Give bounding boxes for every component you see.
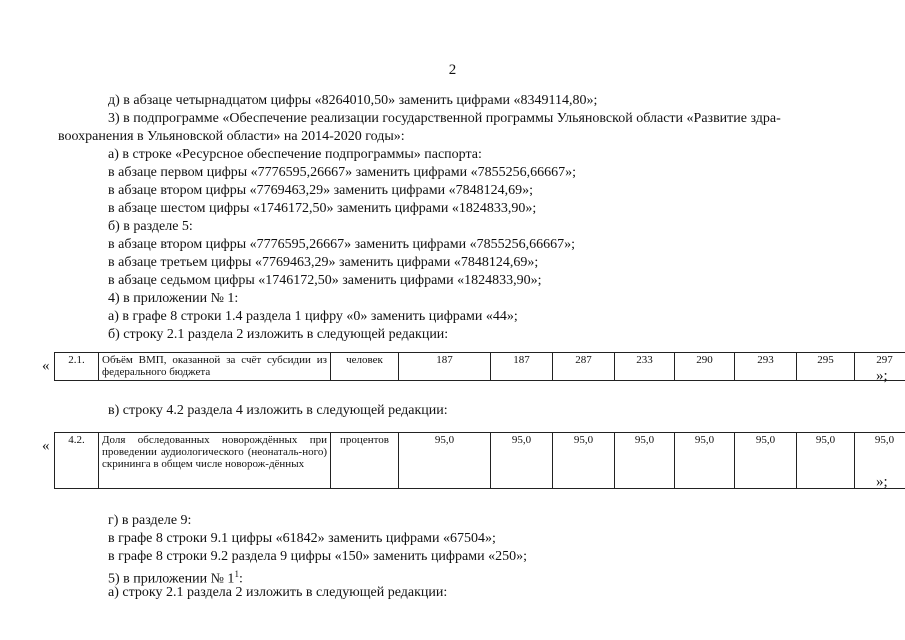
table-cell-unit: процентов xyxy=(331,433,399,489)
paragraph-line: в абзаце шестом цифры «1746172,50» заменить цифрами «1824833,90»; xyxy=(108,201,537,216)
table-cell-value: 95,0 xyxy=(855,433,905,489)
appendix-text: 5) в приложении № 1 xyxy=(108,571,235,587)
table-cell-value: 187 xyxy=(399,353,491,381)
paragraph-line: в абзаце третьем цифры «7769463,29» заменить цифрами «7848124,69»; xyxy=(108,255,539,270)
table-row-4-2 xyxy=(54,432,905,489)
appendix-colon: : xyxy=(238,571,243,587)
superscript-one: 1 xyxy=(234,569,239,579)
paragraph-line: воохранения в Ульяновской области» на 2014-2020 годы»: xyxy=(58,129,405,144)
paragraph-line: в абзаце седьмом цифры «1746172,50» заменить цифрами «1824833,90»; xyxy=(108,273,542,288)
paragraph-line: а) строку 2.1 раздела 2 изложить в следующей редакции: xyxy=(108,585,448,600)
paragraph-line: д) в абзаце четырнадцатом цифры «8264010,50» заменить цифрами «8349114,80»; xyxy=(108,93,598,108)
table-cell-value: 233 xyxy=(615,353,675,381)
paragraph-line: г) в разделе 9: xyxy=(108,513,192,528)
table-cell-value: 95,0 xyxy=(615,433,675,489)
table-cell-value: 95,0 xyxy=(553,433,615,489)
table-cell-value: 187 xyxy=(491,353,553,381)
paragraph-line: 3) в подпрограмме «Обеспечение реализации государственной программы Ульяновской области «Развитие здра- xyxy=(108,111,781,126)
table-cell-name: Объём ВМП, оказанной за счёт субсидии из федерального бюджета xyxy=(99,353,331,381)
table-cell-value: 290 xyxy=(675,353,735,381)
table2-close-quote: »; xyxy=(876,474,888,490)
table2-open-quote: « xyxy=(42,438,50,454)
table-cell-value: 297 xyxy=(855,353,905,381)
table-row-2-1 xyxy=(54,352,905,381)
table-cell-value: 95,0 xyxy=(491,433,553,489)
paragraph-line: в абзаце первом цифры «7776595,26667» заменить цифрами «7855256,66667»; xyxy=(108,165,576,180)
paragraph-line: в абзаце втором цифры «7769463,29» заменить цифрами «7848124,69»; xyxy=(108,183,533,198)
table-cell-num: 2.1. xyxy=(55,353,99,381)
table-cell-value: 95,0 xyxy=(797,433,855,489)
paragraph-line: б) в разделе 5: xyxy=(108,219,193,234)
paragraph-line: в) строку 4.2 раздела 4 изложить в следующей редакции: xyxy=(108,403,448,418)
paragraph-line: 4) в приложении № 1: xyxy=(108,291,239,306)
table-cell-value: 95,0 xyxy=(735,433,797,489)
table1-close-quote: »; xyxy=(876,368,888,384)
paragraph-line: в графе 8 строки 9.2 раздела 9 цифры «150» заменить цифрами «250»; xyxy=(108,549,527,564)
table-cell-num: 4.2. xyxy=(55,433,99,489)
paragraph-line: а) в строке «Ресурсное обеспечение подпрограммы» паспорта: xyxy=(108,147,482,162)
table-cell-value: 95,0 xyxy=(399,433,491,489)
paragraph-line: а) в графе 8 строки 1.4 раздела 1 цифру «0» заменить цифрами «44»; xyxy=(108,309,518,324)
table-cell-value: 287 xyxy=(553,353,615,381)
table1-open-quote: « xyxy=(42,358,50,374)
paragraph-line: в графе 8 строки 9.1 цифры «61842» заменить цифрами «67504»; xyxy=(108,531,496,546)
page-number: 2 xyxy=(448,62,457,78)
paragraph-line: б) строку 2.1 раздела 2 изложить в следующей редакции: xyxy=(108,327,449,342)
table-cell-value: 293 xyxy=(735,353,797,381)
table-cell-value: 95,0 xyxy=(675,433,735,489)
table-cell-value: 295 xyxy=(797,353,855,381)
paragraph-line: в абзаце втором цифры «7776595,26667» заменить цифрами «7855256,66667»; xyxy=(108,237,575,252)
table-cell-unit: человек xyxy=(331,353,399,381)
table-cell-name: Доля обследованных новорождённых при проведении аудиологического (неонаталь-ного) скрининга в общем числе новорож-дённых xyxy=(99,433,331,489)
